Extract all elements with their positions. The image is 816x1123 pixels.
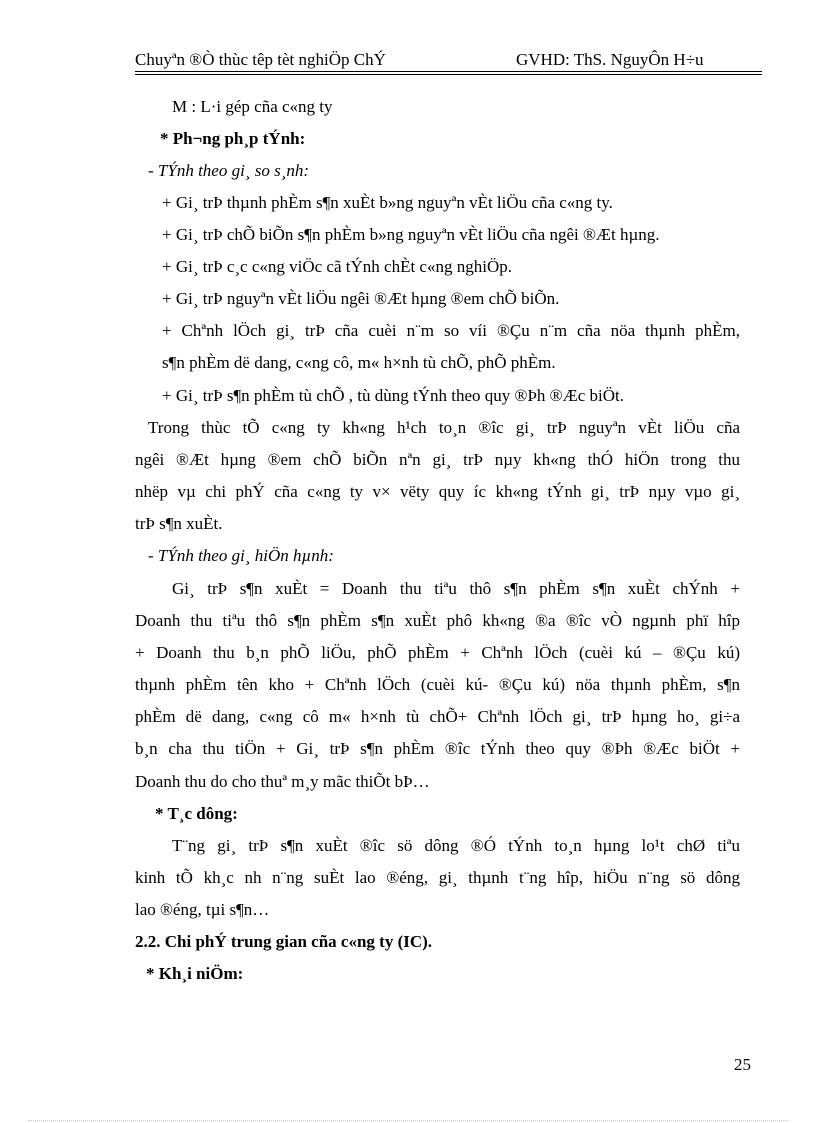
header-title: Chuyªn ®Ò thùc têp tèt nghiÖp ChÝ — [135, 50, 386, 69]
header-rule-top — [135, 71, 762, 72]
list-item: + Gi¸ trÞ nguyªn vÈt liÖu ngêi ®Æt hµng ®em chÕ biÕn. — [162, 289, 560, 308]
text-line: M : L·i gép cña c«ng ty — [172, 97, 333, 116]
paragraph-line: ngêi ®Æt hµng ®em chÕ biÕn nªn gi¸ trÞ nµy kh«ng thÓ hiÖn trong thu — [135, 450, 740, 469]
section-heading-method: * Ph¬ng ph¸p tÝnh: — [160, 129, 306, 148]
page-bottom-divider — [28, 1120, 788, 1121]
header-rule-bottom — [135, 74, 762, 75]
section-heading-intermediate-cost: 2.2. Chi phÝ trung gian cña c«ng ty (IC). — [135, 932, 433, 951]
paragraph-line: lao ®éng, tµi s¶n… — [135, 900, 270, 919]
header-supervisor: GVHD: ThS. NguyÔn H÷u — [516, 50, 704, 69]
list-item: + Chªnh lÖch gi¸ trÞ cña cuèi n¨m so víi ®Çu n¨m cña nöa thµnh phÈm, — [162, 321, 740, 340]
paragraph-line: Doanh thu tiªu thô s¶n phÈm s¶n xuÈt phô kh«ng ®a ®îc vÒ ngµnh phï hîp — [135, 611, 740, 630]
subheading-current-price: - TÝnh theo gi¸ hiÖn hµnh: — [148, 546, 334, 565]
section-heading-effect: * T¸c dông: — [155, 804, 238, 823]
paragraph-line: trÞ s¶n xuÈt. — [135, 514, 223, 533]
list-item: + Gi¸ trÞ c¸c c«ng viÖc cã tÝnh chÈt c«ng nghiÖp. — [162, 257, 512, 276]
paragraph-line: thµnh phÈm tên kho + Chªnh lÖch (cuèi kú- ®Çu kú) nöa thµnh phÈm, s¶n — [135, 675, 740, 694]
paragraph-line: + Doanh thu b¸n phÕ liÖu, phÕ phÈm + Chªnh lÖch (cuèi kú – ®Çu kú) — [135, 643, 740, 662]
paragraph-line: nhëp vµ chi phÝ cña c«ng ty v× vëty quy íc kh«ng tÝnh gi¸ trÞ nµy vµo gi¸ — [135, 482, 740, 501]
paragraph-line: Trong thùc tÕ c«ng ty kh«ng h¹ch to¸n ®îc gi¸ trÞ nguyªn vÈt liÖu cña — [148, 418, 740, 437]
list-item: + Gi¸ trÞ chÕ biÕn s¶n phÈm b»ng nguyªn vÈt liÖu cña ngêi ®Æt hµng. — [162, 225, 660, 244]
list-item: + Gi¸ trÞ s¶n phÈm tù chÕ , tù dùng tÝnh theo quy ®Þh ®Æc biÖt. — [162, 386, 624, 405]
paragraph-line: T¨ng gi¸ trÞ s¶n xuÈt ®îc sö dông ®Ó tÝnh to¸n hµng lo¹t chØ tiªu — [172, 836, 740, 855]
paragraph-line: b¸n cha thu tiÖn + Gi¸ trÞ s¶n phÈm ®îc tÝnh theo quy ®Þh ®Æc biÖt + — [135, 739, 740, 758]
list-item-continued: s¶n phÈm dë dang, c«ng cô, m« h×nh tù chÕ, phÕ phÈm. — [162, 353, 556, 372]
paragraph-line: kinh tÕ kh¸c nh n¨ng suÈt lao ®éng, gi¸ thµnh t¨ng hîp, hiÖu n¨ng sö dông — [135, 868, 740, 887]
list-item: + Gi¸ trÞ thµnh phÈm s¶n xuÈt b»ng nguyªn vÈt liÖu cña c«ng ty. — [162, 193, 613, 212]
subheading-comparative: - TÝnh theo gi¸ so s¸nh: — [148, 161, 310, 180]
section-heading-concept: * Kh¸i niÖm: — [146, 964, 244, 983]
paragraph-line: Gi¸ trÞ s¶n xuÈt = Doanh thu tiªu thô s¶n phÈm s¶n xuÈt chÝnh + — [172, 579, 740, 598]
paragraph-line: phÈm dë dang, c«ng cô m« h×nh tù chÕ+ Chªnh lÖch gi¸ trÞ hµng ho¸ gi÷a — [135, 707, 740, 726]
paragraph-line: Doanh thu do cho thuª m¸y mãc thiÕt bÞ… — [135, 772, 430, 791]
page-number: 25 — [734, 1055, 751, 1074]
page-header — [135, 48, 760, 88]
